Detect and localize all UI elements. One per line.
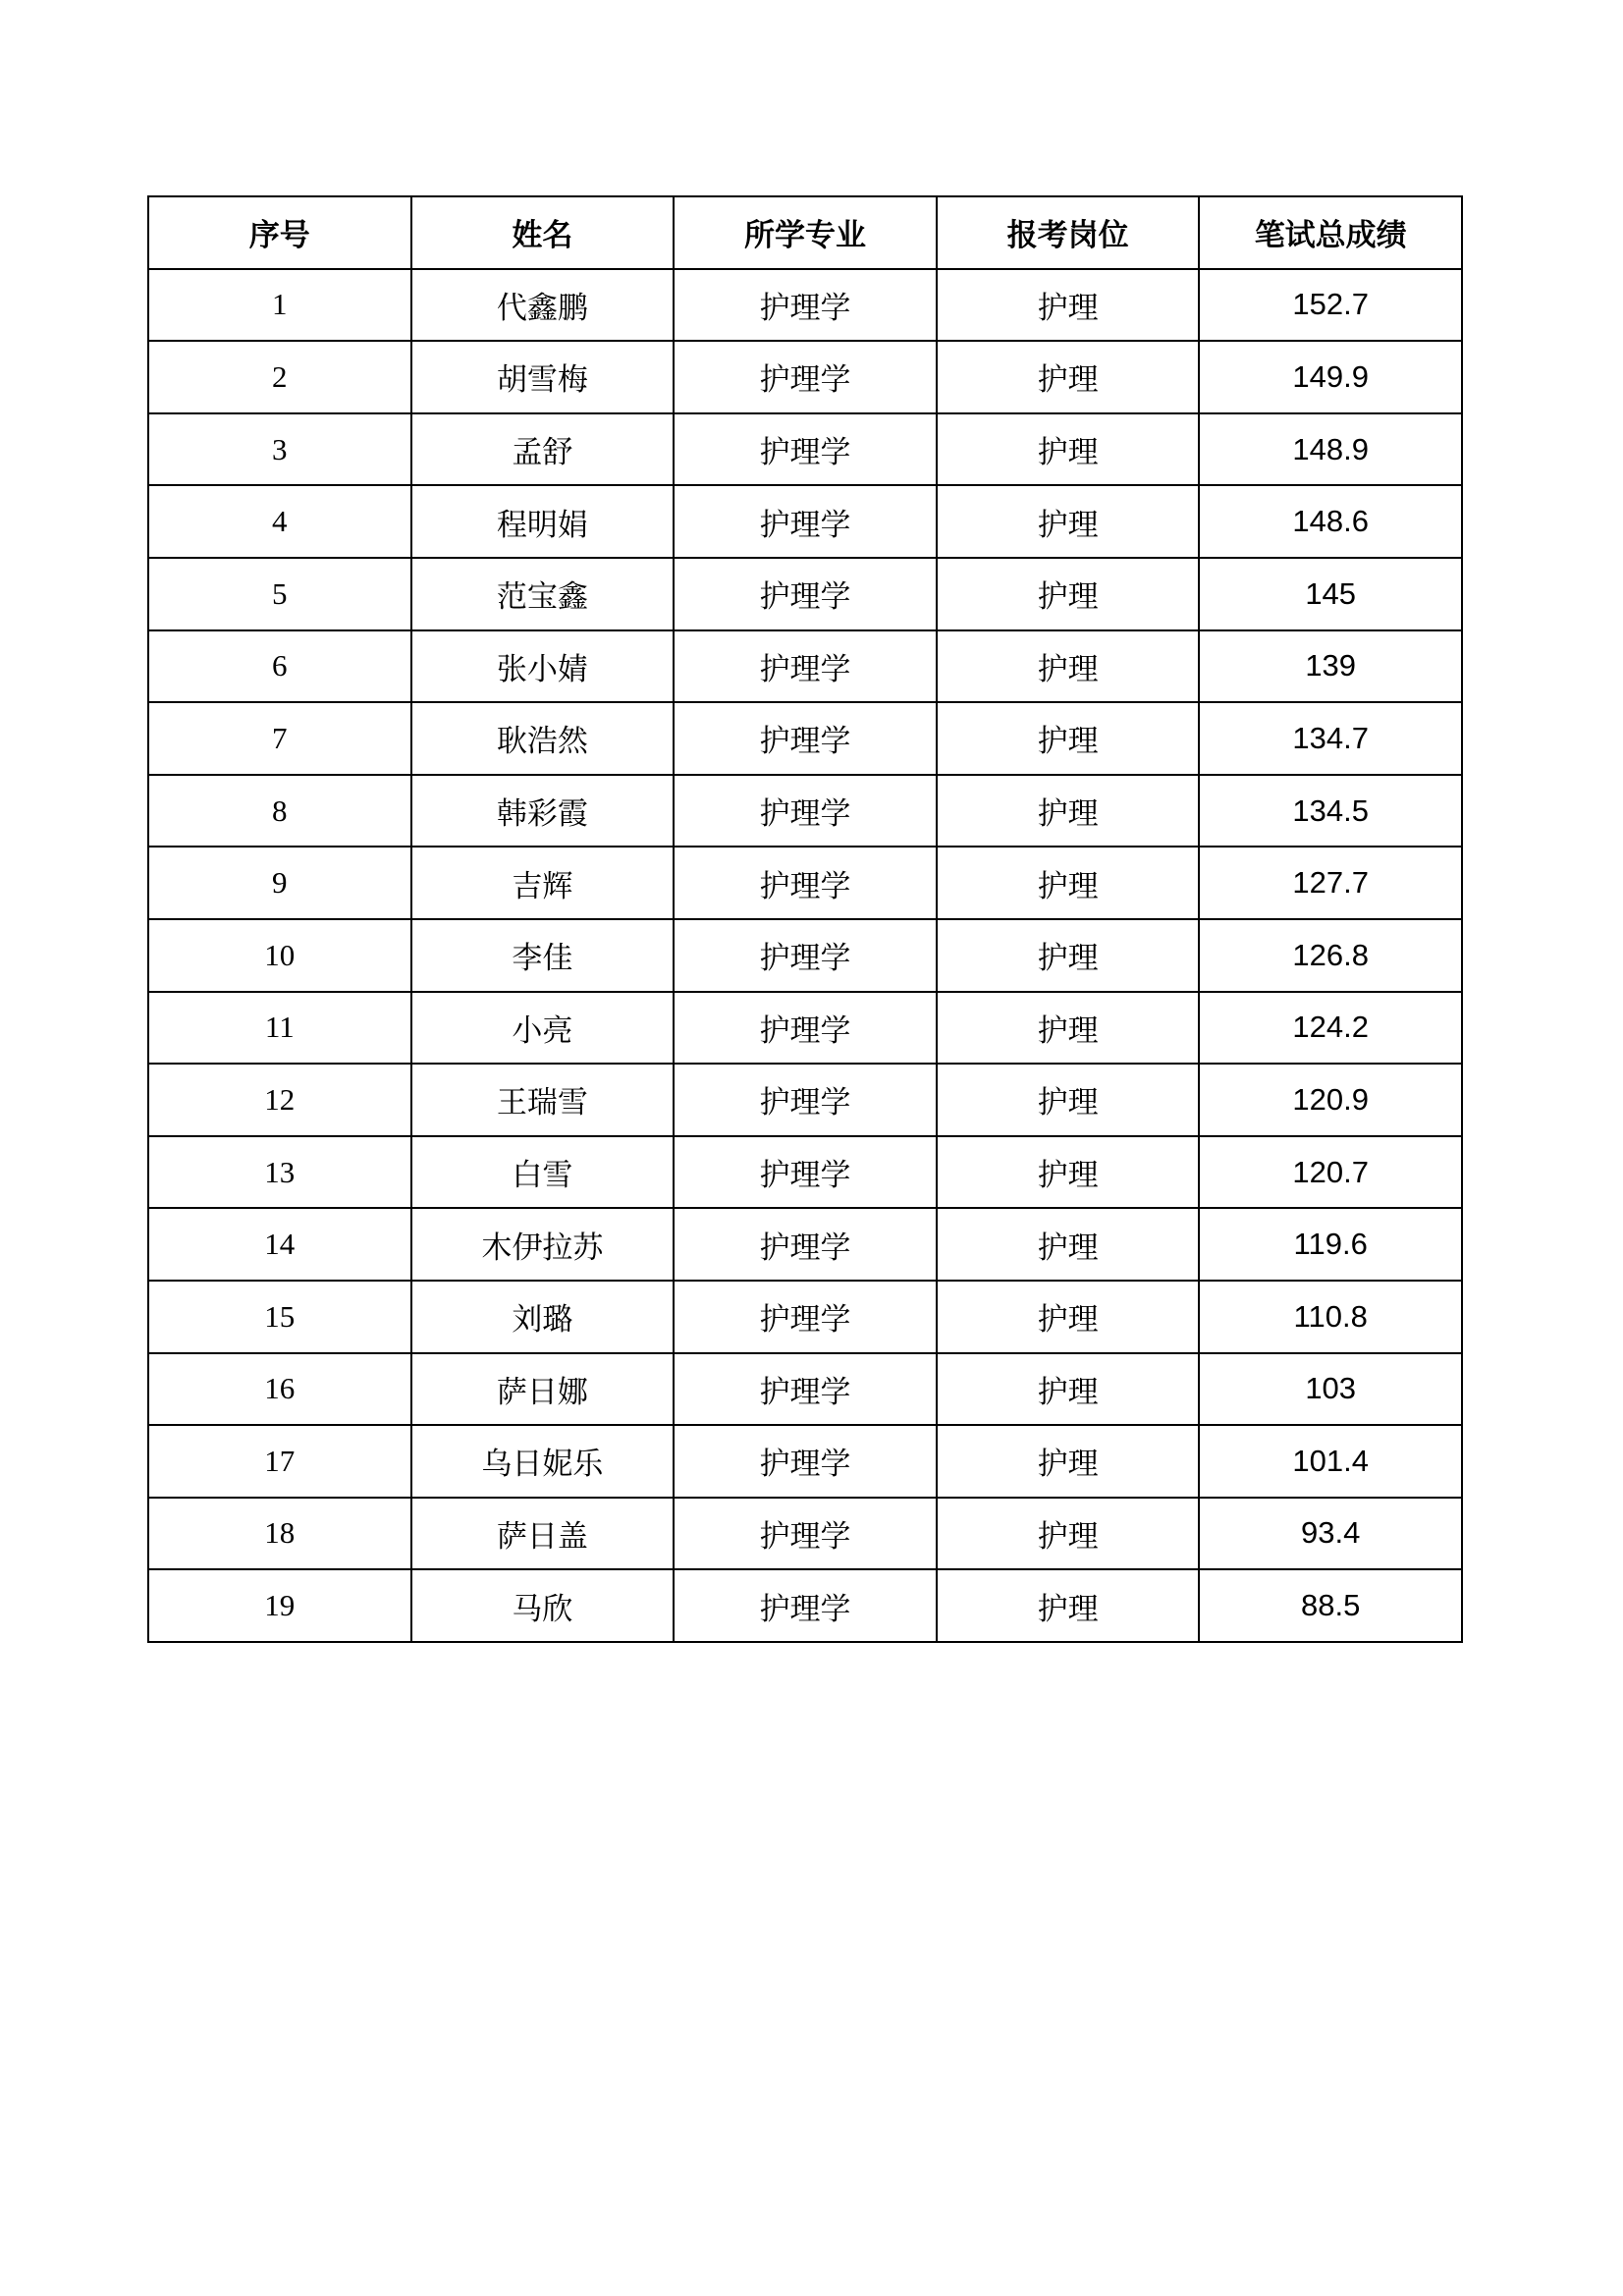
cell-major: 护理学	[674, 1569, 937, 1642]
cell-major: 护理学	[674, 341, 937, 413]
cell-serial-number: 12	[148, 1064, 411, 1136]
cell-major: 护理学	[674, 702, 937, 775]
cell-serial-number: 7	[148, 702, 411, 775]
cell-written-score: 149.9	[1199, 341, 1462, 413]
table-row	[148, 919, 1462, 992]
cell-position: 护理	[937, 1353, 1200, 1426]
cell-position: 护理	[937, 1136, 1200, 1209]
table-header-row	[148, 196, 1462, 269]
cell-position: 护理	[937, 341, 1200, 413]
cell-written-score: 134.7	[1199, 702, 1462, 775]
cell-position: 护理	[937, 269, 1200, 342]
cell-major: 护理学	[674, 992, 937, 1065]
cell-major: 护理学	[674, 919, 937, 992]
cell-written-score: 93.4	[1199, 1498, 1462, 1570]
cell-name: 马欣	[411, 1569, 675, 1642]
cell-serial-number: 17	[148, 1425, 411, 1498]
cell-written-score: 139	[1199, 630, 1462, 703]
cell-serial-number: 19	[148, 1569, 411, 1642]
cell-name: 张小婧	[411, 630, 675, 703]
cell-position: 护理	[937, 413, 1200, 486]
cell-written-score: 134.5	[1199, 775, 1462, 847]
cell-serial-number: 2	[148, 341, 411, 413]
cell-name: 木伊拉苏	[411, 1208, 675, 1281]
header-position: 报考岗位	[937, 196, 1200, 269]
cell-written-score: 127.7	[1199, 847, 1462, 919]
cell-written-score: 148.9	[1199, 413, 1462, 486]
cell-written-score: 101.4	[1199, 1425, 1462, 1498]
cell-position: 护理	[937, 558, 1200, 630]
cell-position: 护理	[937, 702, 1200, 775]
cell-serial-number: 3	[148, 413, 411, 486]
table-row	[148, 992, 1462, 1065]
cell-name: 乌日妮乐	[411, 1425, 675, 1498]
cell-written-score: 103	[1199, 1353, 1462, 1426]
cell-serial-number: 11	[148, 992, 411, 1065]
table-row	[148, 1353, 1462, 1426]
score-table	[147, 195, 1463, 1643]
cell-major: 护理学	[674, 269, 937, 342]
cell-name: 代鑫鹏	[411, 269, 675, 342]
cell-major: 护理学	[674, 1136, 937, 1209]
cell-serial-number: 5	[148, 558, 411, 630]
table-row	[148, 1425, 1462, 1498]
cell-position: 护理	[937, 485, 1200, 558]
cell-written-score: 119.6	[1199, 1208, 1462, 1281]
cell-name: 吉辉	[411, 847, 675, 919]
cell-major: 护理学	[674, 485, 937, 558]
table-row	[148, 269, 1462, 342]
header-written-score: 笔试总成绩	[1199, 196, 1462, 269]
cell-position: 护理	[937, 919, 1200, 992]
cell-major: 护理学	[674, 630, 937, 703]
cell-serial-number: 10	[148, 919, 411, 992]
table-row	[148, 1569, 1462, 1642]
cell-serial-number: 16	[148, 1353, 411, 1426]
cell-written-score: 145	[1199, 558, 1462, 630]
cell-position: 护理	[937, 1498, 1200, 1570]
table-row	[148, 1498, 1462, 1570]
cell-serial-number: 6	[148, 630, 411, 703]
cell-major: 护理学	[674, 1208, 937, 1281]
cell-written-score: 126.8	[1199, 919, 1462, 992]
cell-position: 护理	[937, 1569, 1200, 1642]
cell-name: 范宝鑫	[411, 558, 675, 630]
cell-position: 护理	[937, 1425, 1200, 1498]
cell-major: 护理学	[674, 413, 937, 486]
cell-major: 护理学	[674, 1281, 937, 1353]
cell-name: 萨日娜	[411, 1353, 675, 1426]
cell-major: 护理学	[674, 1425, 937, 1498]
cell-written-score: 88.5	[1199, 1569, 1462, 1642]
cell-position: 护理	[937, 775, 1200, 847]
cell-serial-number: 8	[148, 775, 411, 847]
table-row	[148, 413, 1462, 486]
cell-name: 刘璐	[411, 1281, 675, 1353]
table-body	[148, 269, 1462, 1642]
table-row	[148, 847, 1462, 919]
cell-written-score: 148.6	[1199, 485, 1462, 558]
cell-major: 护理学	[674, 775, 937, 847]
cell-name: 程明娟	[411, 485, 675, 558]
table-row	[148, 485, 1462, 558]
cell-name: 耿浩然	[411, 702, 675, 775]
cell-serial-number: 13	[148, 1136, 411, 1209]
cell-major: 护理学	[674, 1353, 937, 1426]
cell-name: 白雪	[411, 1136, 675, 1209]
cell-serial-number: 4	[148, 485, 411, 558]
cell-written-score: 120.7	[1199, 1136, 1462, 1209]
cell-serial-number: 14	[148, 1208, 411, 1281]
cell-serial-number: 9	[148, 847, 411, 919]
table-row	[148, 341, 1462, 413]
cell-major: 护理学	[674, 558, 937, 630]
table-row	[148, 1136, 1462, 1209]
cell-major: 护理学	[674, 847, 937, 919]
cell-major: 护理学	[674, 1498, 937, 1570]
table-row	[148, 558, 1462, 630]
cell-serial-number: 1	[148, 269, 411, 342]
cell-written-score: 152.7	[1199, 269, 1462, 342]
cell-name: 小亮	[411, 992, 675, 1065]
cell-written-score: 120.9	[1199, 1064, 1462, 1136]
header-serial-number: 序号	[148, 196, 411, 269]
cell-position: 护理	[937, 1281, 1200, 1353]
cell-position: 护理	[937, 630, 1200, 703]
cell-serial-number: 18	[148, 1498, 411, 1570]
cell-name: 李佳	[411, 919, 675, 992]
cell-name: 孟舒	[411, 413, 675, 486]
table-row	[148, 702, 1462, 775]
cell-name: 萨日盖	[411, 1498, 675, 1570]
table-row	[148, 630, 1462, 703]
cell-position: 护理	[937, 992, 1200, 1065]
header-major: 所学专业	[674, 196, 937, 269]
cell-position: 护理	[937, 847, 1200, 919]
table-row	[148, 1281, 1462, 1353]
table-row	[148, 775, 1462, 847]
table-row	[148, 1208, 1462, 1281]
cell-written-score: 124.2	[1199, 992, 1462, 1065]
cell-serial-number: 15	[148, 1281, 411, 1353]
cell-written-score: 110.8	[1199, 1281, 1462, 1353]
cell-position: 护理	[937, 1064, 1200, 1136]
cell-position: 护理	[937, 1208, 1200, 1281]
cell-major: 护理学	[674, 1064, 937, 1136]
table-row	[148, 1064, 1462, 1136]
cell-name: 韩彩霞	[411, 775, 675, 847]
cell-name: 胡雪梅	[411, 341, 675, 413]
header-name: 姓名	[411, 196, 675, 269]
cell-name: 王瑞雪	[411, 1064, 675, 1136]
